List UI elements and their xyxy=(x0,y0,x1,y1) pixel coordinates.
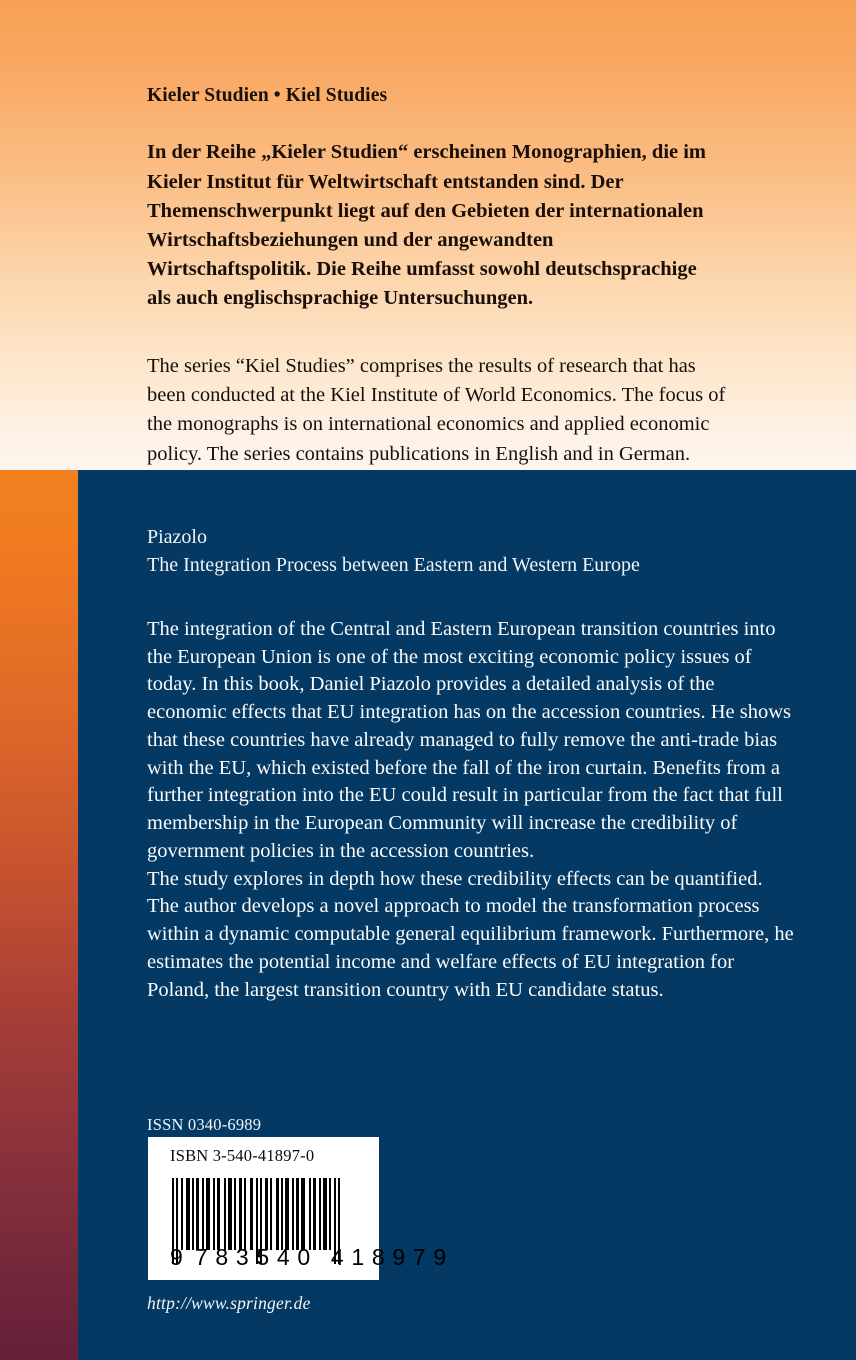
spine-strip xyxy=(0,470,78,1360)
book-byline xyxy=(147,523,807,580)
ean-digit: 1 xyxy=(351,1244,365,1270)
barcode-digits xyxy=(170,1244,447,1271)
series-description-german: In der Reihe „Kieler Studien“ erscheinen Monographien, die im Kieler Institut für Weltwirtschaft entstanden sind. Der Themenschwerpunkt liegt auf den Gebieten der internationalen Wirtschaftsbeziehungen und der angewandten Wirtschaftspolitik. Die Reihe umfasst sowohl deutschsprachige als auch englischsprachige Untersuchungen. xyxy=(147,141,707,310)
ean-digit: 3 xyxy=(235,1244,250,1270)
back-cover-content xyxy=(147,470,807,1005)
ean-digit: 7 xyxy=(194,1244,209,1270)
ean-digit: 5 xyxy=(256,1244,270,1270)
ean-digit: 8 xyxy=(371,1244,386,1270)
series-text-block xyxy=(147,84,747,469)
ean-digit: 9 xyxy=(392,1244,406,1270)
ean-digit: 7 xyxy=(412,1244,427,1270)
book-blurb xyxy=(147,616,797,1005)
series-heading: Kieler Studien • Kiel Studies xyxy=(147,85,388,106)
blurb-paragraph-1: The integration of the Central and Eastern European transition countries into the European Union is one of the most exciting economic policy issues of today. In this book, Daniel Piazolo provides a detailed analysis of the economic effects that EU integration has on the accession countries. He shows that these countries have already managed to fully remove the anti-trade bias with the EU, which existed before the fall of the iron curtain. Benefits from a further integration into the EU could result in particular from the fact that full membership in the European Community will increase the credibility of government policies in the accession countries. xyxy=(147,617,792,862)
blurb-paragraph-2: The study explores in depth how these credibility effects can be quantified. The author develops a novel approach to model the transformation process within a dynamic computable general equilibrium framework. Furthermore, he estimates the potential income and welfare effects of EU integration for Poland, the largest transition country with EU candidate status. xyxy=(147,867,794,1001)
barcode-bars xyxy=(172,1178,340,1250)
ean-digit: 4 xyxy=(330,1244,345,1270)
ean-digit: 0 xyxy=(297,1244,311,1270)
ean-digit: 4 xyxy=(276,1244,291,1270)
series-description-english: The series “Kiel Studies” comprises the results of research that has been conducted at the Kiel Institute of World Economics. The focus of the monographs is on international economics and applied economic policy. The series contains publications in English and in German. xyxy=(147,354,726,465)
ean-digit: 8 xyxy=(215,1244,229,1270)
book-title: The Integration Process between Eastern and Western Europe xyxy=(147,554,640,577)
author-name: Piazolo xyxy=(147,526,207,548)
ean-left-group xyxy=(191,1244,314,1271)
ean-first-digit: 9 xyxy=(170,1244,184,1270)
back-cover-panel xyxy=(78,470,856,1360)
issn-text: ISSN 0340-6989 xyxy=(147,1115,262,1134)
series-panel xyxy=(0,0,856,470)
ean-right-group xyxy=(327,1244,450,1271)
ean-digit: 9 xyxy=(433,1244,447,1270)
isbn-text: ISBN 3-540-41897-0 xyxy=(170,1146,315,1165)
barcode-panel xyxy=(148,1137,447,1280)
publisher-url: http://www.springer.de xyxy=(147,1293,311,1313)
